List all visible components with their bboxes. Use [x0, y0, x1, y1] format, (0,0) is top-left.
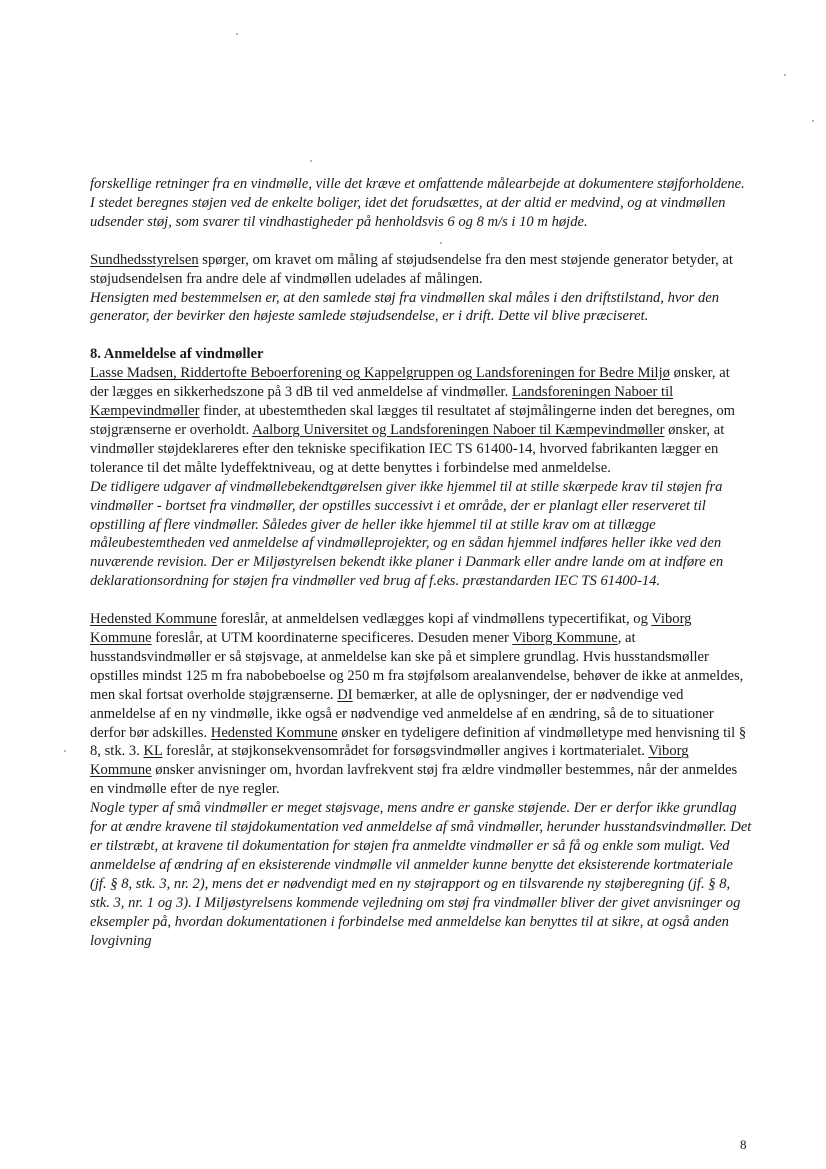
org-name: Viborg Kommune	[512, 630, 618, 647]
reply-paragraph: Nogle typer af små vindmøller er meget støjsvage, mens andre er ganske støjende. Der er derfor ikke grundlag for at ændre kravene til støjdokumentation ved anmeldelse af små vindmøller, herunder husstandsvindmøller. Det er tilstræbt, at kravene til dokumentation for støjen fra anmeldte vindmøller er så få og enkle som muligt. Ved anmeldelse af ændring af en eksisterende vindmølle vil anmelder kunne benytte det eksisterende kortmateriale (jf. § 8, stk. 3, nr. 2), mens det er nødvendigt med en ny støjrapport og en tilsvarende ny støjberegning (jf. § 8, stk. 3, nr. 1 og 3). I Miljøstyrelsens kommende vejledning om støj fra vindmøller bliver der givet anvisninger og eksempler på, hvordan dokumentationen i forbindelse med anmeldelse kan benyttes til at sikre, at også anden lovgivning	[90, 800, 752, 949]
reply-paragraph: De tidligere udgaver af vindmøllebekendtgørelsen giver ikke hjemmel til at stille skærpede krav til støjen fra vindmøller - bortset fra vindmøller, der opstilles successivt i et område, der er planlagt eller reserveret til opstilling af flere vindmøller. Således giver de heller ikke hjemmel til at stille krav om at tillægge måleubestemtheden ved anmeldelse af vindmølleprojekter, og en sådan hjemmel indføres heller ikke ved den nuværende revision. Der er Miljøstyrelsen bekendt ikke planer i Danmark eller andre lande om at indføre en deklarationsordning for støjen fra vindmøller ved brug af f.eks. præstandarden IEC TS 61400-14.	[90, 478, 724, 590]
section8-comments	[90, 364, 752, 477]
org-name: Sundhedsstyrelsen	[90, 251, 199, 268]
org-name: Aalborg Universitet og Landsforeningen Naboer til Kæmpevindmøller	[252, 421, 665, 438]
org-name: Hedensted Kommune	[210, 724, 338, 741]
comment-text: ønsker anvisninger om, hvordan lavfrekvent støj fra ældre vindmøller bestemmes, når der anmeldes en vindmølle efter de nye regler.	[90, 762, 738, 798]
org-name: Lasse Madsen, Riddertofte Beboerforening og Kappelgruppen og Landsforeningen for Bedre Miljø	[90, 365, 670, 382]
reply-paragraph: Hensigten med bestemmelsen er, at den samlede støj fra vindmøllen skal måles i den driftstilstand, hvor den generator, der bevirker den højeste samlede støjudsendelse, er i drift. Dette vil blive præciseret.	[90, 289, 720, 325]
document-body	[90, 175, 752, 950]
comment-text: foreslår, at UTM koordinaterne specificeres. Desuden mener	[151, 630, 513, 647]
comment-text: foreslår, at anmeldelsen vedlægges kopi af vindmøllens typecertifikat, og	[216, 611, 652, 628]
scan-speck	[236, 33, 238, 35]
sundhedsstyrelsen-comment	[90, 251, 752, 289]
scan-speck	[64, 750, 66, 752]
municipality-comments	[90, 610, 752, 799]
comment-text: ønsker, at vindmøller støjdeklareres efter den tekniske specifikation IEC TS 61400-14, hvorved fabrikanten lægger en tolerance til det målte lydeffektniveau, og at dette benyttes i forbindelse med anmeldelse.	[90, 421, 725, 476]
comment-text: spørger, om kravet om måling af støjudsendelse fra den mest støjende generator betyder, at støjudsendelsen fra andre dele af vindmøllen udelades af målingen.	[90, 251, 733, 287]
scan-speck	[784, 74, 786, 76]
scan-speck	[812, 120, 814, 122]
org-name: Viborg Kommune	[90, 611, 692, 647]
org-name: KL	[143, 743, 163, 760]
section-heading: 8. Anmeldelse af vindmøller	[90, 346, 264, 363]
comment-text: ønsker, at der lægges en sikkerhedszone på 3 dB til ved anmeldelse af vindmøller.	[90, 365, 730, 401]
comment-text: ønsker en tydeligere definition af vindmølletype med henvisning til § 8, stk. 3.	[90, 724, 747, 760]
org-name: DI	[337, 686, 353, 703]
comment-text: foreslår, at støjkonsekvensområdet for forsøgsvindmøller angives i kortmaterialet.	[162, 743, 649, 760]
org-name: Viborg Kommune	[90, 743, 689, 779]
org-name: Landsforeningen Naboer til Kæmpevindmøller	[90, 384, 674, 420]
org-name: Hedensted Kommune	[90, 611, 217, 628]
intro-paragraph: forskellige retninger fra en vindmølle, ville det kræve et omfattende målearbejde at dokumentere støjforholdene. I stedet beregnes støjen ved de enkelte boliger, idet det forudsættes, at der altid er medvind, og at vindmøllen udsender støj, som svarer til vindhastigheder på henholdsvis 6 og 8 m/s i 10 m højde.	[90, 176, 745, 230]
comment-text: finder, at ubestemtheden skal lægges til resultatet af støjmålingerne inden det beregnes, om støjgrænserne er overholdt.	[90, 403, 736, 438]
scan-speck	[310, 160, 312, 162]
comment-text: bemærker, at alle de oplysninger, der er nødvendige ved anmeldelse af en ny vindmølle, ikke også er nødvendige ved anmeldelse af en ændring, så de to situationer derfor bør adskilles.	[90, 686, 714, 741]
page-number: 8	[740, 1137, 747, 1152]
comment-text: , at husstandsvindmøller er så støjsvage, at anmeldelse kan ske på et simplere grundlag. Hvis husstandsmøller opstilles mindst 125 m fra nabobeboelse og 250 m fra støjfølsom arealanvendelse, behøver de ikke at anmeldes, men skal fortsat overholde støjgrænserne.	[90, 630, 744, 703]
